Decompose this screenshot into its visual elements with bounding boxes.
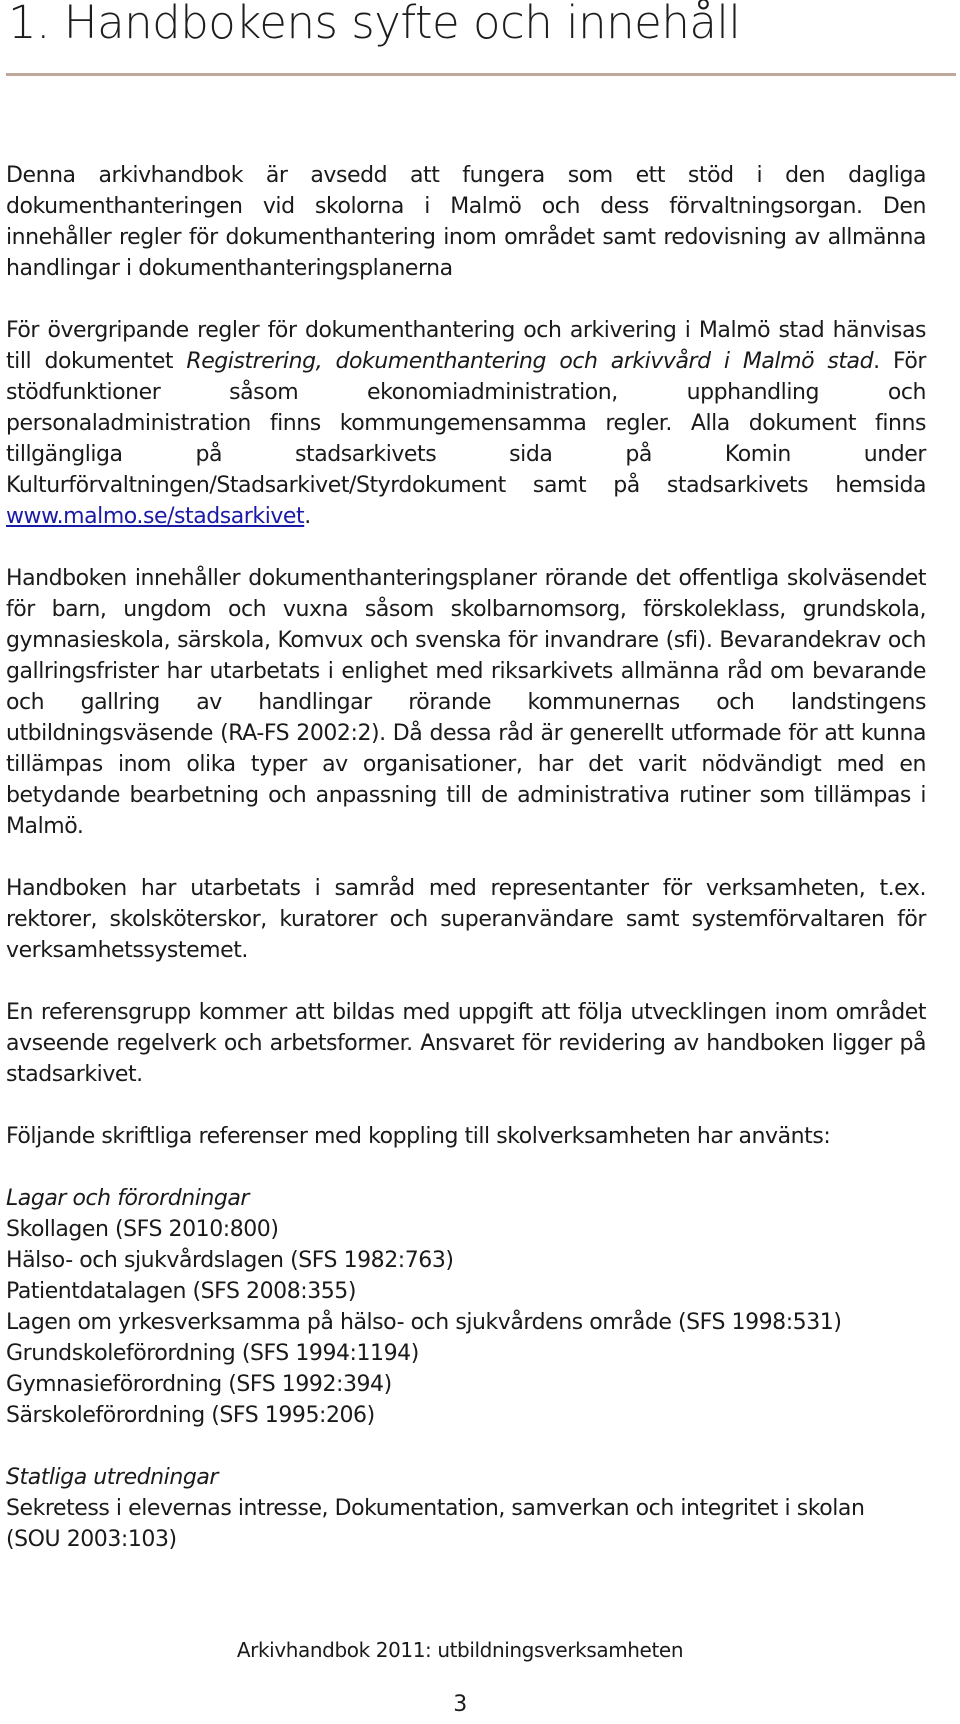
footer-document-title: Arkivhandbok 2011: utbildningsverksamheten <box>236 1638 684 1662</box>
document-body <box>6 160 926 1586</box>
page-number: 3 <box>453 1692 467 1717</box>
list-item: Patientdatalagen (SFS 2008:355) <box>6 1279 356 1304</box>
inquiries-list <box>6 1462 926 1555</box>
paragraph-general-rules-text-b: . För stödfunktioner såsom ekonomiadministration, upphandling och personaladministration finns kommungemensamma regler. Alla dokument finns tillgängliga på stadsarkivets sida på Komin under Kulturförvaltningen/Stadsarkivet/Styrdokument samt på stadsarkivets hemsida <box>6 349 926 498</box>
paragraph-general-rules-end: . <box>304 504 311 529</box>
list-item: Särskoleförordning (SFS 1995:206) <box>6 1403 375 1428</box>
paragraph-general-rules <box>6 315 926 532</box>
list-item: Grundskoleförordning (SFS 1994:1194) <box>6 1341 419 1366</box>
laws-heading: Lagar och förordningar <box>6 1186 250 1211</box>
paragraph-general-rules-text-a: För övergripande regler för dokumenthantering och arkivering i Malmö stad hänvisas till dokumentet <box>6 318 926 374</box>
list-item: Hälso- och sjukvårdslagen (SFS 1982:763) <box>6 1248 454 1273</box>
laws-list <box>6 1183 926 1431</box>
list-item: Gymnasieförordning (SFS 1992:394) <box>6 1372 392 1397</box>
inquiries-heading: Statliga utredningar <box>6 1465 218 1490</box>
list-item: Sekretess i elevernas intresse, Dokumentation, samverkan och integritet i skolan <box>6 1496 865 1521</box>
title-divider <box>6 73 956 76</box>
list-item: (SOU 2003:103) <box>6 1527 177 1552</box>
paragraph-purpose: Denna arkivhandbok är avsedd att fungera som ett stöd i den dagliga dokumenthanteringen vid skolorna i Malmö och dess förvaltningsorgan. Den innehåller regler för dokumenthantering inom området samt redovisning av allmänna handlingar i dokumenthanteringsplanerna <box>6 163 926 281</box>
document-reference-title: Registrering, dokumenthantering och arkivvård i Malmö stad <box>186 349 874 374</box>
stadsarkivet-link[interactable]: www.malmo.se/stadsarkivet <box>6 504 305 529</box>
paragraph-reference-group: En referensgrupp kommer att bildas med uppgift att följa utvecklingen inom området avseende regelverk och arbetsformer. Ansvaret för revidering av handboken ligger på stadsarkivet. <box>6 1000 926 1087</box>
paragraph-collaboration: Handboken har utarbetats i samråd med representanter för verksamheten, t.ex. rektorer, skolsköterskor, kuratorer och superanvändare samt systemförvaltaren för verksamhetssystemet. <box>6 876 926 963</box>
list-item: Skollagen (SFS 2010:800) <box>6 1217 279 1242</box>
paragraph-references-intro: Följande skriftliga referenser med koppling till skolverksamheten har använts: <box>6 1124 831 1149</box>
paragraph-contents: Handboken innehåller dokumenthanteringsplaner rörande det offentliga skolväsendet för barn, ungdom och vuxna såsom skolbarnomsorg, förskoleklass, grundskola, gymnasieskola, särskola, Komvux och svenska för invandrare (sfi). Bevarandekrav och gallringsfrister har utarbetats i enlighet med riksarkivets allmänna råd om bevarande och gallring av handlingar rörande kommunernas och landstingens utbildningsväsende (RA-FS 2002:2). Då dessa råd är generellt utformade för att kunna tillämpas inom olika typer av organisationer, har det varit nödvändigt med en betydande bearbetning och anpassning till de administrativa rutiner som tillämpas i Malmö. <box>6 566 926 839</box>
list-item: Lagen om yrkesverksamma på hälso- och sjukvårdens område (SFS 1998:531) <box>6 1310 842 1335</box>
page-title: 1. Handbokens syfte och innehåll <box>8 0 741 49</box>
